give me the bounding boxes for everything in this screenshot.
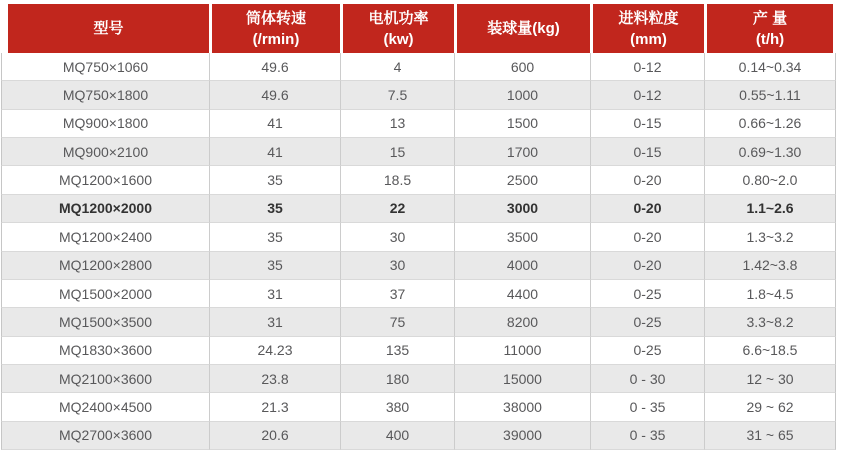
table-cell-capacity: 1.1~2.6 xyxy=(704,195,836,223)
column-header-label: 装球量(kg) xyxy=(487,20,560,37)
table-cell-motor-power: 75 xyxy=(340,308,454,336)
header-row xyxy=(1,2,836,53)
table-cell-motor-power: 37 xyxy=(340,280,454,308)
table-cell-ball-charge: 8200 xyxy=(454,308,590,336)
table-cell-model: MQ750×1800 xyxy=(1,81,209,109)
table-cell-capacity: 0.14~0.34 xyxy=(704,53,836,81)
table-cell-model: MQ1200×1600 xyxy=(1,166,209,194)
table-cell-feed-size: 0-25 xyxy=(590,308,704,336)
table-cell-capacity: 29 ~ 62 xyxy=(704,393,836,421)
table-cell-ball-charge: 11000 xyxy=(454,337,590,365)
table-row xyxy=(1,337,836,365)
table-row xyxy=(1,53,836,81)
table-header xyxy=(1,2,836,53)
column-header-label: 产 量 xyxy=(752,9,788,27)
table-body xyxy=(1,53,836,450)
table-cell-motor-power: 18.5 xyxy=(340,166,454,194)
table-cell-ball-charge: 2500 xyxy=(454,166,590,194)
table-cell-feed-size: 0-20 xyxy=(590,252,704,280)
spec-table xyxy=(1,2,836,450)
table-cell-motor-power: 30 xyxy=(340,252,454,280)
table-cell-ball-charge: 3000 xyxy=(454,195,590,223)
column-header-unit: (mm) xyxy=(630,30,667,48)
table-row xyxy=(1,422,836,450)
table-cell-drum-speed: 41 xyxy=(209,138,340,166)
table-cell-ball-charge: 4000 xyxy=(454,252,590,280)
table-cell-motor-power: 13 xyxy=(340,110,454,138)
column-header-label: 进料粒度 xyxy=(618,9,679,27)
table-row xyxy=(1,138,836,166)
table-row xyxy=(1,223,836,251)
table-cell-feed-size: 0 - 35 xyxy=(590,422,704,450)
table-cell-drum-speed: 41 xyxy=(209,110,340,138)
table-cell-motor-power: 400 xyxy=(340,422,454,450)
table-cell-model: MQ900×1800 xyxy=(1,110,209,138)
table-cell-capacity: 12 ~ 30 xyxy=(704,365,836,393)
table-cell-drum-speed: 49.6 xyxy=(209,81,340,109)
table-cell-motor-power: 7.5 xyxy=(340,81,454,109)
table-cell-ball-charge: 3500 xyxy=(454,223,590,251)
column-header-label: 型号 xyxy=(93,20,124,37)
table-cell-model: MQ1200×2800 xyxy=(1,252,209,280)
table-cell-capacity: 1.42~3.8 xyxy=(704,252,836,280)
table-cell-model: MQ2400×4500 xyxy=(1,393,209,421)
table-cell-model: MQ1830×3600 xyxy=(1,337,209,365)
column-header-model xyxy=(1,2,209,53)
table-cell-capacity: 3.3~8.2 xyxy=(704,308,836,336)
table-cell-model: MQ1500×3500 xyxy=(1,308,209,336)
table-cell-model: MQ900×2100 xyxy=(1,138,209,166)
column-header-unit: (kw) xyxy=(383,30,414,48)
table-cell-drum-speed: 21.3 xyxy=(209,393,340,421)
table-cell-drum-speed: 31 xyxy=(209,280,340,308)
table-cell-motor-power: 180 xyxy=(340,365,454,393)
table-row xyxy=(1,110,836,138)
table-row xyxy=(1,308,836,336)
column-header-capacity xyxy=(704,2,836,53)
table-cell-feed-size: 0-12 xyxy=(590,53,704,81)
column-header-ball-charge xyxy=(454,2,590,53)
table-cell-model: MQ1500×2000 xyxy=(1,280,209,308)
product-spec-page xyxy=(0,2,844,450)
table-cell-model: MQ2100×3600 xyxy=(1,365,209,393)
table-cell-motor-power: 380 xyxy=(340,393,454,421)
table-cell-motor-power: 135 xyxy=(340,337,454,365)
table-cell-capacity: 1.3~3.2 xyxy=(704,223,836,251)
table-row xyxy=(1,393,836,421)
column-header-drum-speed xyxy=(209,2,340,53)
table-cell-model: MQ1200×2400 xyxy=(1,223,209,251)
table-row xyxy=(1,252,836,280)
table-cell-model: MQ750×1060 xyxy=(1,53,209,81)
table-cell-feed-size: 0-25 xyxy=(590,337,704,365)
column-header-label: 筒体转速 xyxy=(245,9,306,27)
table-cell-capacity: 1.8~4.5 xyxy=(704,280,836,308)
column-header-unit: (/rmin) xyxy=(252,30,300,48)
table-cell-drum-speed: 35 xyxy=(209,223,340,251)
table-cell-ball-charge: 1000 xyxy=(454,81,590,109)
table-row xyxy=(1,365,836,393)
column-header-unit: (t/h) xyxy=(755,30,785,48)
table-cell-ball-charge: 4400 xyxy=(454,280,590,308)
column-header-feed-size xyxy=(590,2,704,53)
table-row xyxy=(1,195,836,223)
table-cell-feed-size: 0-15 xyxy=(590,138,704,166)
table-cell-motor-power: 30 xyxy=(340,223,454,251)
table-row xyxy=(1,81,836,109)
table-row xyxy=(1,166,836,194)
table-cell-model: MQ2700×3600 xyxy=(1,422,209,450)
table-cell-capacity: 0.66~1.26 xyxy=(704,110,836,138)
table-cell-feed-size: 0-12 xyxy=(590,81,704,109)
table-cell-drum-speed: 23.8 xyxy=(209,365,340,393)
table-cell-motor-power: 4 xyxy=(340,53,454,81)
table-cell-feed-size: 0 - 35 xyxy=(590,393,704,421)
table-cell-ball-charge: 15000 xyxy=(454,365,590,393)
table-cell-capacity: 0.55~1.11 xyxy=(704,81,836,109)
table-cell-drum-speed: 35 xyxy=(209,166,340,194)
table-cell-ball-charge: 39000 xyxy=(454,422,590,450)
table-cell-drum-speed: 24.23 xyxy=(209,337,340,365)
column-header-label: 电机功率 xyxy=(368,9,429,27)
table-cell-motor-power: 15 xyxy=(340,138,454,166)
table-cell-ball-charge: 1700 xyxy=(454,138,590,166)
table-cell-drum-speed: 31 xyxy=(209,308,340,336)
column-header-motor-power xyxy=(340,2,454,53)
table-cell-ball-charge: 1500 xyxy=(454,110,590,138)
table-cell-model: MQ1200×2000 xyxy=(1,195,209,223)
table-cell-feed-size: 0-25 xyxy=(590,280,704,308)
table-cell-feed-size: 0-15 xyxy=(590,110,704,138)
table-cell-capacity: 0.69~1.30 xyxy=(704,138,836,166)
table-cell-ball-charge: 600 xyxy=(454,53,590,81)
table-cell-drum-speed: 35 xyxy=(209,195,340,223)
table-cell-drum-speed: 49.6 xyxy=(209,53,340,81)
table-row xyxy=(1,280,836,308)
table-cell-capacity: 6.6~18.5 xyxy=(704,337,836,365)
table-cell-feed-size: 0-20 xyxy=(590,166,704,194)
table-cell-drum-speed: 20.6 xyxy=(209,422,340,450)
table-cell-ball-charge: 38000 xyxy=(454,393,590,421)
table-cell-feed-size: 0 - 30 xyxy=(590,365,704,393)
table-cell-capacity: 31 ~ 65 xyxy=(704,422,836,450)
table-cell-drum-speed: 35 xyxy=(209,252,340,280)
table-cell-motor-power: 22 xyxy=(340,195,454,223)
table-cell-feed-size: 0-20 xyxy=(590,223,704,251)
table-cell-feed-size: 0-20 xyxy=(590,195,704,223)
table-cell-capacity: 0.80~2.0 xyxy=(704,166,836,194)
